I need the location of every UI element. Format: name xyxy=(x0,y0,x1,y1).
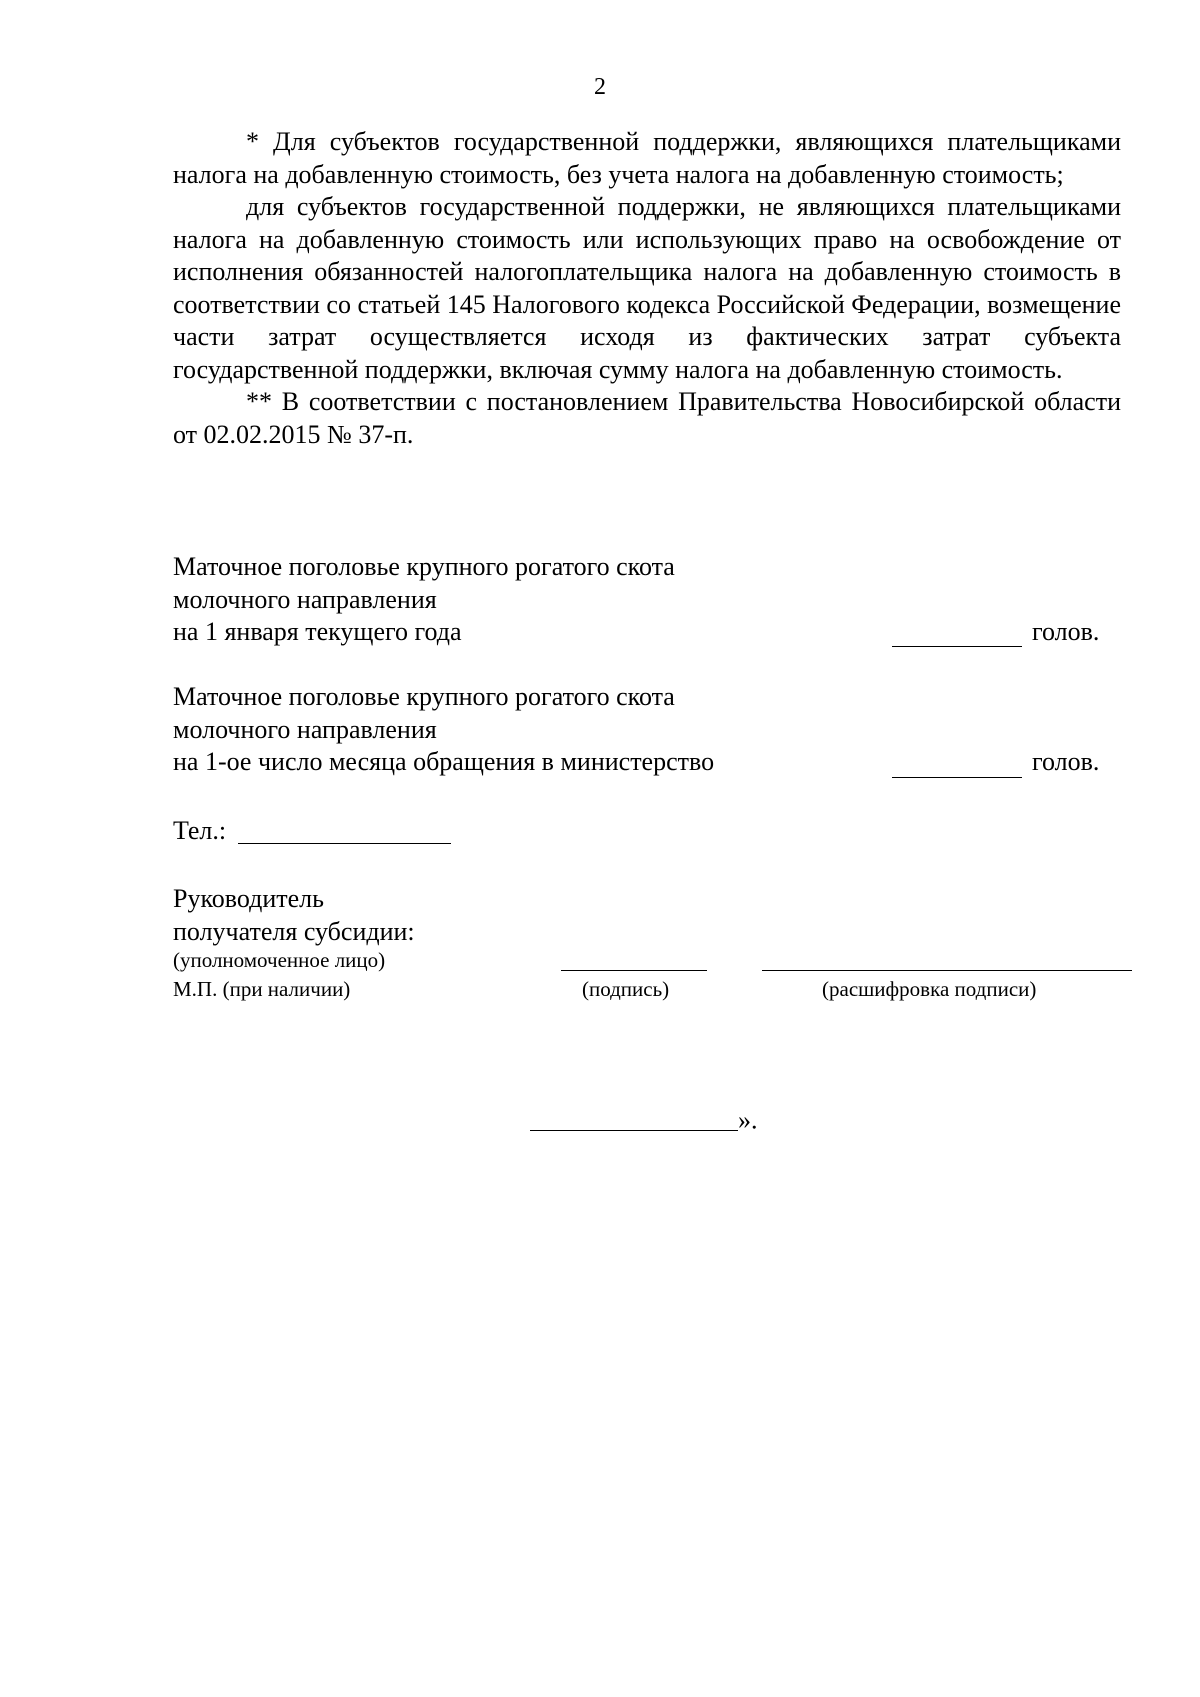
phone-field[interactable] xyxy=(238,843,451,844)
signature-decoding-caption: (расшифровка подписи) xyxy=(822,977,1037,1001)
herd-label-line2: молочного направления xyxy=(173,584,437,614)
signature-caption: (подпись) xyxy=(582,977,670,1001)
herd-count-month-unit: голов. xyxy=(1032,747,1100,776)
herd-label-line2: молочного направления xyxy=(173,714,437,744)
footnotes xyxy=(173,126,1121,451)
closing-mark: ». xyxy=(738,1105,758,1135)
head-title: Руководитель xyxy=(173,884,324,913)
closing-line xyxy=(530,1104,758,1137)
head-block xyxy=(173,883,415,948)
herd-label-line3: на 1-ое число месяца обращения в министерство xyxy=(173,747,715,776)
herd-label-line1: Маточное поголовье крупного рогатого скота xyxy=(173,552,675,581)
page-number: 2 xyxy=(594,74,606,100)
herd-label-line1: Маточное поголовье крупного рогатого скота xyxy=(173,682,675,711)
footnote-vat-payers: * Для субъектов государственной поддержки, являющихся плательщиками налога на добавленную стоимость, без учета налога на добавленную стоимость; xyxy=(173,127,1121,189)
herd-label-line3: на 1 января текущего года xyxy=(173,617,462,646)
phone-label: Тел.: xyxy=(173,816,227,845)
head-subtitle: получателя субсидии: xyxy=(173,916,415,946)
herd-count-january-block xyxy=(173,551,1113,649)
herd-count-month-field[interactable] xyxy=(892,777,1022,778)
herd-count-month-block xyxy=(173,681,1113,779)
herd-count-january-field[interactable] xyxy=(892,646,1022,647)
date-field[interactable] xyxy=(530,1104,738,1131)
authorized-person-label: (уполномоченное лицо) xyxy=(173,948,386,972)
stamp-label: М.П. (при наличии) xyxy=(173,977,351,1001)
signature-field[interactable] xyxy=(561,970,707,971)
footnote-non-vat-payers: для субъектов государственной поддержки, не являющихся плательщиками налога на добавленную стоимость или использующих право на освобождение от исполнения обязанностей налогоплательщика налога на добавленную стоимость в соответствии со статьей 145 Налогового кодекса Российской Федерации, возмещение части затрат осуществляется исходя из фактических затрат субъекта государственной поддержки, включая сумму налога на добавленную стоимость. xyxy=(173,192,1121,384)
herd-count-january-unit: голов. xyxy=(1032,617,1100,646)
footnote-resolution: ** В соответствии с постановлением Правительства Новосибирской области от 02.02.2015 № 37-п. xyxy=(173,387,1121,449)
signature-decoding-field[interactable] xyxy=(762,970,1132,971)
